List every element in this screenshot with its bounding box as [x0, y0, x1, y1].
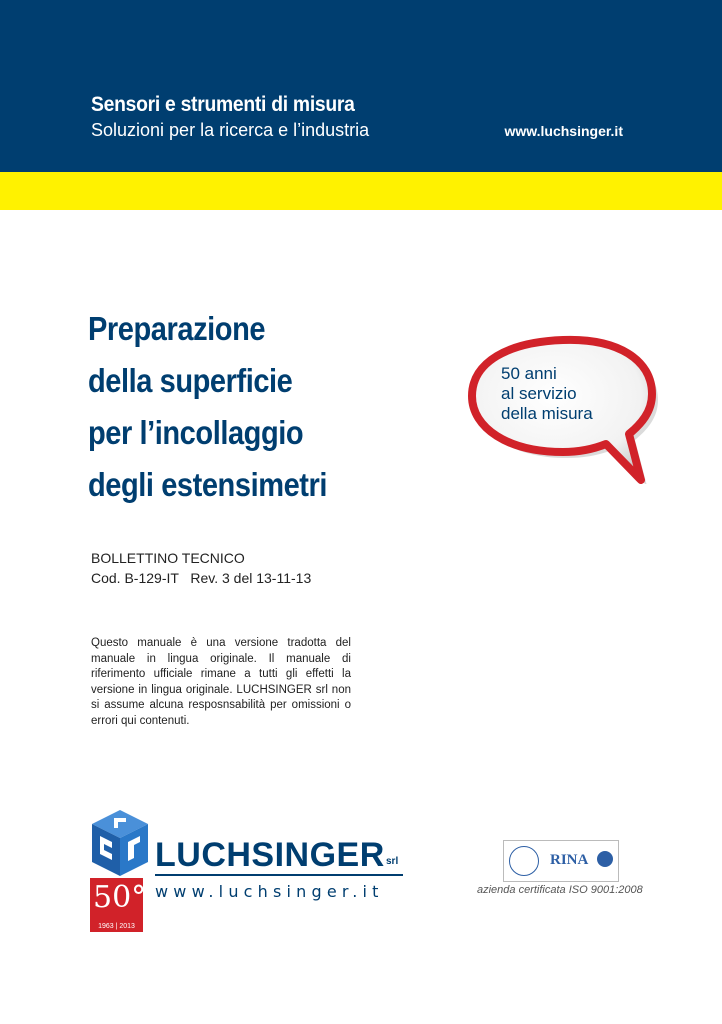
rina-emblem-icon	[509, 846, 539, 876]
certification-seal-icon	[597, 851, 613, 867]
anniversary-logo	[90, 878, 147, 932]
bulletin-code: Cod. B-129-IT Rev. 3 del 13-11-13	[91, 570, 312, 586]
header-website-link[interactable]: www.luchsinger.it	[504, 123, 623, 139]
disclaimer-text: Questo manuale è una versione tradotta del manuale in lingua originale. Il manuale di riferimento ufficiale rimane a tutti gli effetti la versione in lingua originale. LUCHSINGER srl non si assume alcuna resposnsabilità per omissioni o errori qui contenuti.	[91, 637, 351, 727]
header-banner	[0, 0, 722, 172]
tagline-sub: Soluzioni per la ricerca e l’industria	[91, 120, 370, 140]
bulletin-info	[91, 548, 311, 588]
luchsinger-cube-icon	[90, 808, 150, 878]
tagline-main: Sensori e strumenti di misura	[91, 93, 355, 116]
badge-text	[501, 364, 593, 424]
badge-line-2: al servizio	[501, 384, 577, 403]
badge-line-3: della misura	[501, 404, 593, 423]
badge-line-1: 50 anni	[501, 364, 557, 383]
document-title	[88, 303, 327, 511]
company-suffix: srl	[386, 856, 399, 867]
title-line-4: degli estensimetri	[88, 466, 328, 503]
footer-website-link[interactable]: www.luchsinger.it	[155, 882, 384, 901]
anniversary-number: 50°	[93, 880, 147, 915]
anniversary-years: 1963 | 2013	[98, 923, 135, 930]
title-line-2: della superficie	[88, 362, 293, 399]
bulletin-type: BOLLETTINO TECNICO	[91, 550, 245, 566]
logo-divider	[155, 874, 403, 876]
rina-certification-mark	[503, 840, 619, 882]
certification-caption: azienda certificata ISO 9001:2008	[477, 884, 643, 896]
yellow-band	[0, 172, 722, 210]
rina-label: RINA	[550, 852, 589, 868]
title-line-3: per l’incollaggio	[88, 414, 304, 451]
company-name: LUCHSINGER	[155, 836, 385, 874]
title-line-1: Preparazione	[88, 310, 266, 347]
